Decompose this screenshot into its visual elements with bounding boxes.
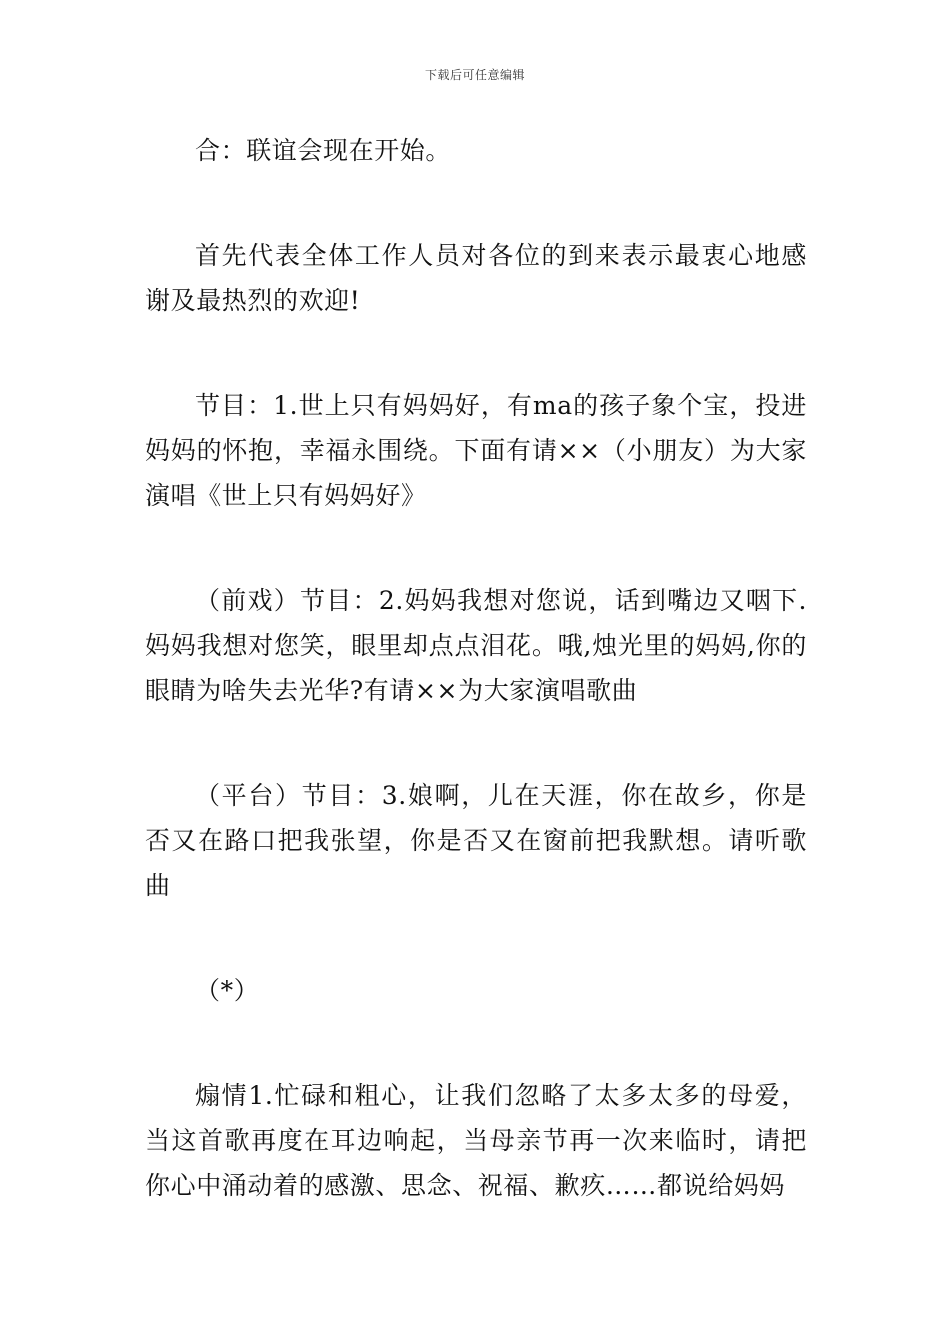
header-note: 下载后可任意编辑 — [424, 68, 525, 82]
paragraph-program-3: （平台）节目：3.娘啊，儿在天涯，你在故乡，你是否又在路口把我张望，你是否又在窗前把我默想。请听歌曲 — [145, 781, 807, 900]
paragraph-program-1: 节目：1.世上只有妈妈好，有ma的孩子象个宝，投进妈妈的怀抱，幸福永围绕。下面有请××（小朋友）为大家演唱《世上只有妈妈好》 — [145, 391, 807, 510]
paragraph-welcome: 首先代表全体工作人员对各位的到来表示最衷心地感谢及最热烈的欢迎! — [145, 241, 807, 315]
paragraph-opening: 合：联谊会现在开始。 — [195, 136, 452, 165]
document-body — [145, 128, 807, 1268]
paragraph-emotional-1: 煽情1.忙碌和粗心，让我们忽略了太多太多的母爱，当这首歌再度在耳边响起，当母亲节再一次来临时，请把你心中涌动着的感激、思念、祝福、歉疚……都说给妈妈 — [145, 1081, 807, 1200]
paragraph-program-2: （前戏）节目：2.妈妈我想对您说，话到嘴边又咽下.妈妈我想对您笑，眼里却点点泪花。哦,烛光里的妈妈,你的眼睛为啥失去光华?有请××为大家演唱歌曲 — [145, 586, 807, 705]
paragraph-placeholder: （*） — [195, 976, 260, 1005]
